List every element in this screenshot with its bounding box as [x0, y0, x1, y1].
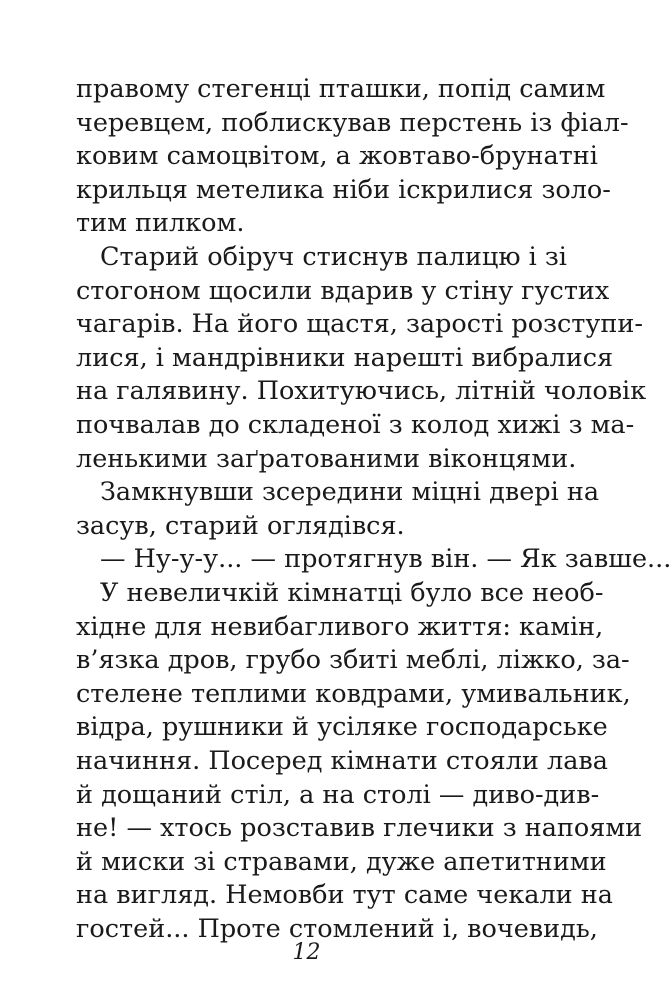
text-line: хідне для невибагливого життя: камін, [76, 611, 604, 642]
text-line: відра, рушники й усіляке господарське [76, 712, 608, 743]
paragraph-first-line: Старий обіруч стиснув палицю і зі [100, 242, 567, 272]
text-line: стогоном щосили вдарив у стіну густих [76, 275, 610, 306]
text-line: лися, і мандрівники нарешті вибралися [76, 342, 614, 373]
text-line: на галявину. Похитуючись, літній чоловік [76, 376, 647, 407]
text-line: стелене теплими ковдрами, умивальник, [76, 678, 631, 709]
text-line: крильця метелика ніби іскрилися золо- [76, 174, 611, 205]
paragraph-first-line: У невеличкій кімнатці було все необ- [100, 578, 604, 608]
text-line: й миски зі стравами, дуже апетитними [76, 846, 607, 877]
text-line: почвалав до складеної з колод хижі з ма- [76, 410, 635, 440]
text-line: не! — хтось розставив глечики з напоями [76, 813, 643, 844]
text-line: начиння. Посеред кімнати стояли лава [76, 746, 608, 776]
text-line: тим пилком. [76, 208, 245, 239]
page-number: 12 [292, 940, 321, 965]
text-line: чагарів. На його щастя, зарості розступи- [76, 309, 644, 340]
text-line: в’язка дров, грубо збиті меблі, ліжко, за- [76, 645, 630, 676]
text-line: гостей... Проте стомлений і, вочевидь, [76, 914, 598, 944]
text-line: ленькими заґратованими віконцями. [76, 443, 577, 474]
text-line: засув, старий оглядівся. [76, 510, 405, 541]
paragraph-first-line: Замкнувши зсередини міцні двері на [100, 477, 600, 508]
text-line: й дощаний стіл, а на столі — диво-див- [76, 779, 600, 810]
text-line: черевцем, поблискував перстень із фіал- [76, 107, 629, 138]
text-line: правому стегенці пташки, попід самим [76, 74, 606, 104]
dialogue-line: — Ну-у-у... — протягнув він. — Як завше... [100, 544, 671, 575]
text-line: на вигляд. Немовби тут саме чекали на [76, 880, 613, 911]
text-line: ковим самоцвітом, а жовтаво-брунатні [76, 141, 598, 172]
